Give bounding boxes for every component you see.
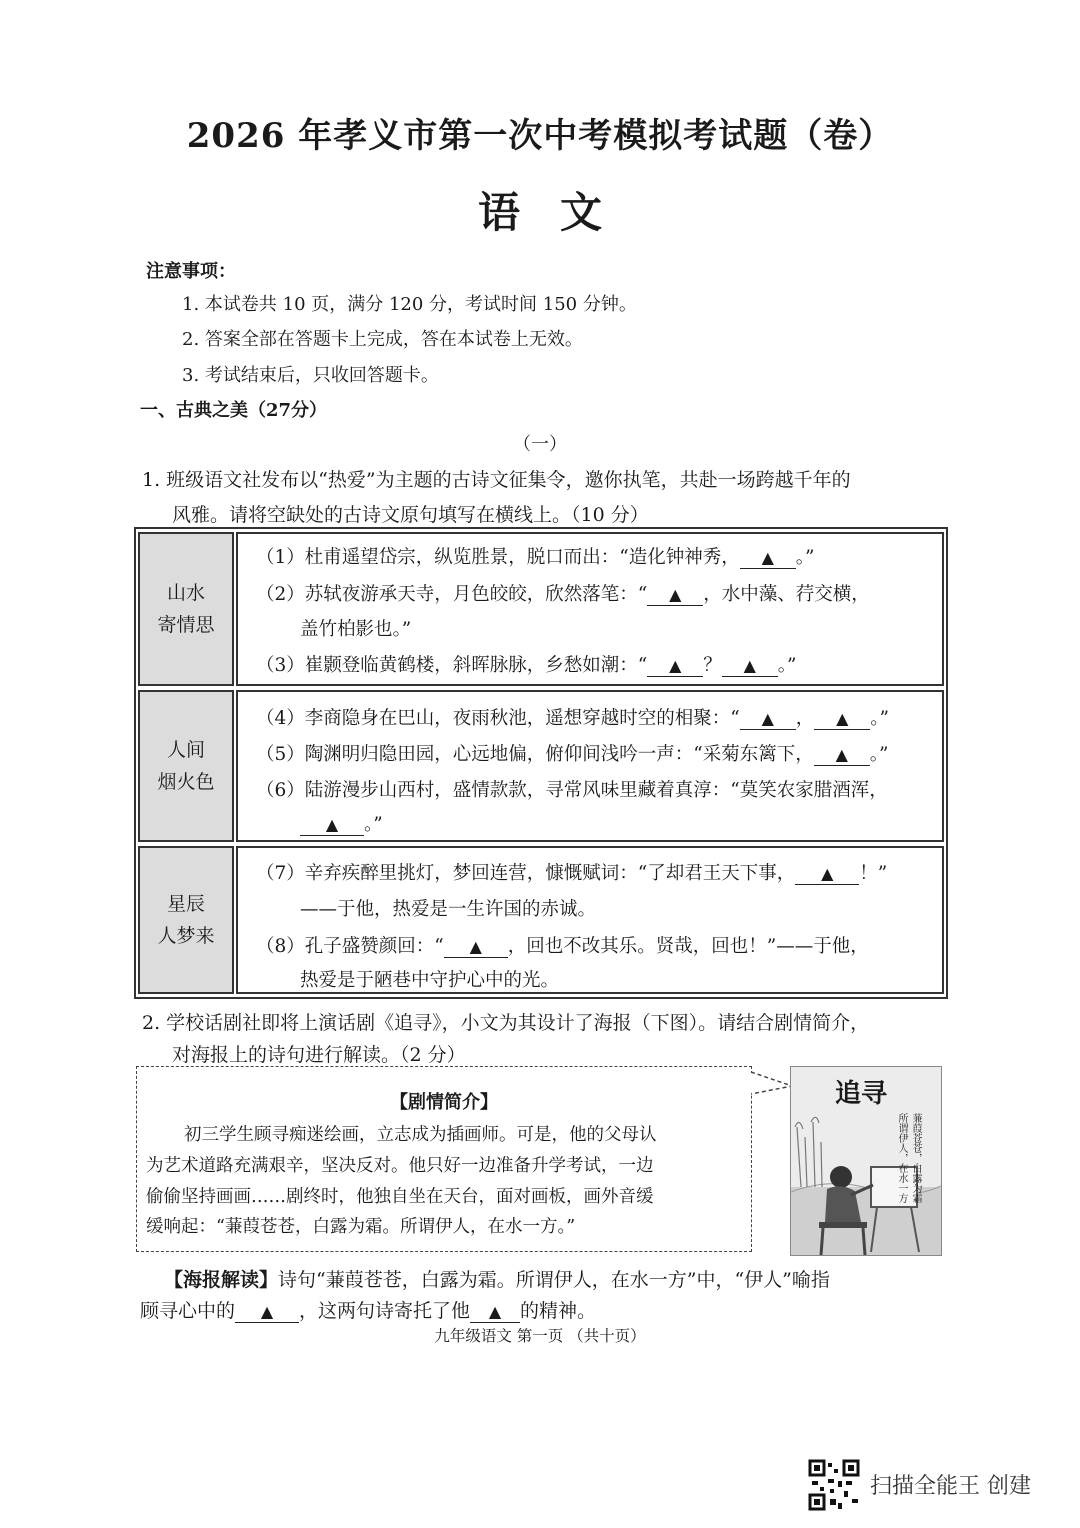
fill-item: ——于他，热爱是一生许国的赤诚。	[300, 899, 597, 920]
answer-blank: ▲	[740, 709, 796, 730]
fill-item: ▲ 。”	[300, 810, 383, 836]
plot-line: 为艺术道路充满艰辛，坚决反对。他只好一边准备升学考试，一边	[146, 1156, 654, 1176]
answer-blank: ▲	[647, 656, 703, 677]
fill-item: 盖竹柏影也。”	[300, 619, 412, 640]
poster-poem: 蒹葭苍苍，白露为霜	[910, 1113, 921, 1203]
answer-blank: ▲	[740, 548, 796, 569]
category-label: 烟火色	[157, 771, 215, 793]
answer-blank: ▲	[647, 585, 703, 606]
answer-blank: ▲	[235, 1302, 299, 1323]
category-cell	[138, 846, 234, 994]
category-label: 人梦来	[157, 925, 215, 947]
plot-line: 偷偷坚持画画……剧终时，他独自坐在天台，面对画板，画外音缓	[146, 1187, 654, 1207]
question-2-line2: 对海报上的诗句进行解读。（2 分）	[172, 1044, 466, 1066]
answer-blank: ▲	[444, 937, 508, 958]
fill-item: （6）陆游漫步山西村，盛情款款，寻常风味里藏着真淳：“莫笑农家腊酒浑，	[256, 780, 888, 801]
question-1-line1: 1. 班级语文社发布以“热爱”为主题的古诗文征集令，邀你执笔，共赴一场跨越千年的	[142, 469, 851, 491]
question-1-line2: 风雅。请将空缺处的古诗文原句填写在横线上。（10 分）	[172, 504, 649, 526]
answer-blank: ▲	[795, 864, 859, 885]
subject-title: 语文	[477, 188, 642, 237]
fill-item: （7）辛弃疾醉里挑灯，梦回连营，慷慨赋词：“了却君王天下事， ▲ ！”	[256, 863, 888, 884]
fill-item: （5）陶渊明归隐田园，心远地偏，俯仰间浅吟一声：“采菊东篱下， ▲ 。”	[256, 744, 889, 765]
part-label: （一）	[513, 434, 567, 455]
fill-item: （4）李商隐身在巴山，夜雨秋池，遥想穿越时空的相聚：“ ▲ ， ▲ 。”	[256, 708, 889, 729]
category-label: 山水	[166, 582, 205, 604]
exam-title: 2026 年孝义市第一次中考模拟考试题（卷）	[186, 116, 894, 156]
qr-code-icon	[808, 1459, 860, 1511]
fill-item: （3）崔颢登临黄鹤楼，斜晖脉脉，乡愁如潮：“ ▲ ？ ▲ 。”	[256, 655, 797, 676]
answer-blank: ▲	[300, 815, 364, 836]
plot-heading: 【剧情简介】	[390, 1092, 498, 1113]
fill-item: （1）杜甫遥望岱宗，纵览胜景，脱口而出：“造化钟神秀， ▲ 。”	[256, 547, 815, 568]
poster-image	[790, 1066, 942, 1256]
watermark-text: 扫描全能王 创建	[870, 1474, 1031, 1499]
answer-blank: ▲	[722, 656, 778, 677]
poster-reading-line2: 顾寻心中的 ▲ ，这两句诗寄托了他 ▲ 的精神。	[140, 1300, 597, 1322]
question-2-line1: 2. 学校话剧社即将上演话剧《追寻》，小文为其设计了海报（下图）。请结合剧情简介，	[142, 1012, 870, 1034]
page-footer: 九年级语文 第一页 （共十页）	[434, 1327, 646, 1345]
section-heading: 一、古典之美（27分）	[140, 400, 328, 421]
answer-blank: ▲	[814, 745, 870, 766]
poster-title: 追寻	[835, 1079, 888, 1109]
fill-item: （8）孔子盛赞颜回：“ ▲ ，回也不改其乐。贤哉，回也！”——于他，	[256, 936, 869, 957]
note-item: 3. 考试结束后，只收回答题卡。	[182, 365, 439, 386]
note-item: 1. 本试卷共 10 页，满分 120 分，考试时间 150 分钟。	[182, 294, 637, 315]
category-label: 星辰	[166, 893, 205, 915]
callout-pointer	[748, 1064, 796, 1104]
poster-reading-line1: 【海报解读】诗句“蒹葭苍苍，白露为霜。所谓伊人，在水一方”中，“伊人”喻指	[164, 1269, 830, 1291]
fill-item: 热爱是于陋巷中守护心中的光。	[300, 970, 560, 991]
plot-line: 缓响起：“蒹葭苍苍，白露为霜。所谓伊人，在水一方。”	[146, 1217, 576, 1237]
plot-line: 初三学生顾寻痴迷绘画，立志成为插画师。可是，他的父母认	[184, 1125, 657, 1145]
poster-poem: 所谓伊人，在水一方	[896, 1113, 907, 1203]
category-cell	[138, 532, 234, 686]
category-label: 寄情思	[157, 614, 215, 636]
fill-item: （2）苏轼夜游承天寺，月色皎皎，欣然落笔：“ ▲ ，水中藻、荇交横，	[256, 584, 870, 605]
category-cell	[138, 690, 234, 842]
answer-blank: ▲	[470, 1302, 520, 1323]
notes-heading: 注意事项：	[146, 261, 236, 282]
answer-blank: ▲	[814, 709, 870, 730]
category-label: 人间	[166, 739, 205, 761]
note-item: 2. 答案全部在答题卡上完成，答在本试卷上无效。	[182, 329, 583, 350]
